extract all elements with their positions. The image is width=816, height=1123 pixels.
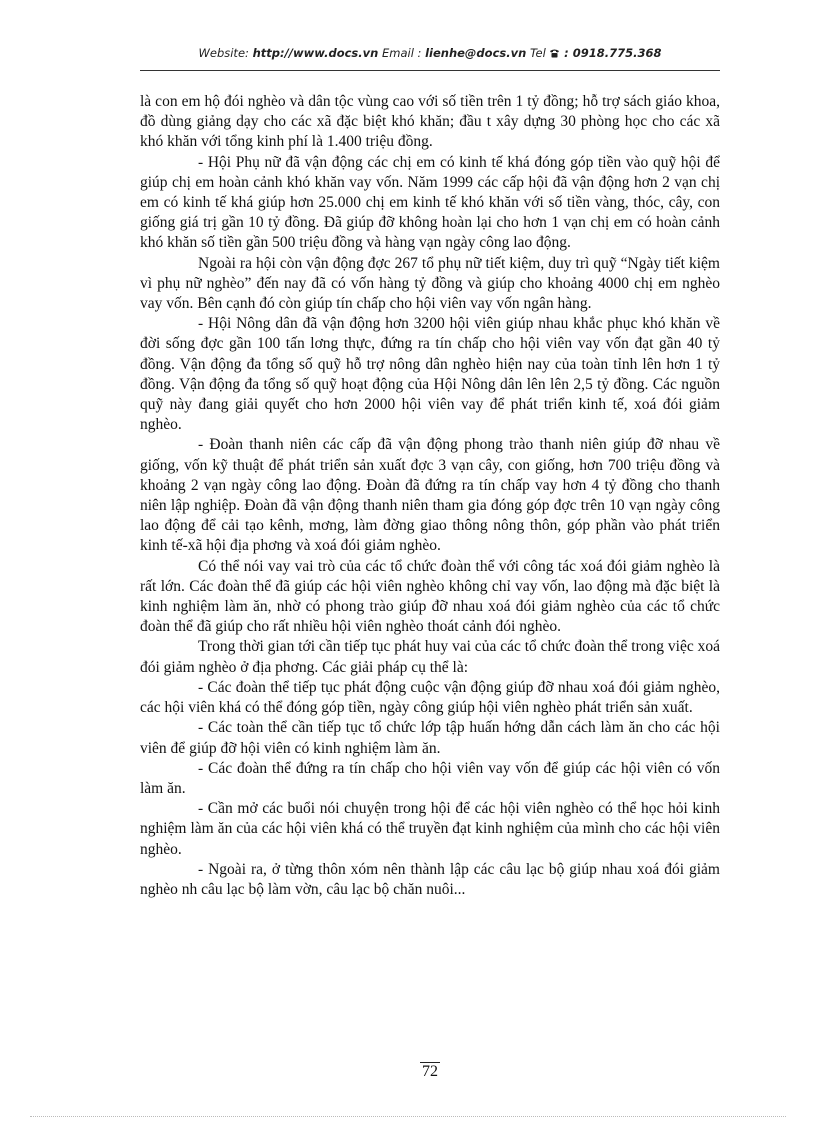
paragraph: Trong thời gian tới cần tiếp tục phát huy vai của các tổ chức đoàn thể trong việc xoá đói giảm nghèo ở địa phơng. Các giải pháp cụ thể là: (140, 638, 720, 676)
paragraph: Ngoài ra hội còn vận động đợc 267 tổ phụ nữ tiết kiệm, duy trì quỹ “Ngày tiết kiệm vì phụ nữ nghèo” đến nay đã có vốn hàng tỷ đồng và giúp cho khoảng 4000 chị em nghèo vay vốn. Bên cạnh đó còn giúp tín chấp cho hội viên vay vốn ngân hàng. (140, 254, 720, 313)
tel-label: Tel (529, 46, 546, 60)
paragraph: - Các toàn thể cần tiếp tục tổ chức lớp tập huấn hớng dẫn cách làm ăn cho các hội viên để giúp đỡ hội viên có kinh nghiệm làm ăn. (140, 719, 720, 757)
email-label: Email : (381, 46, 422, 60)
paragraph: là con em hộ đói nghèo và dân tộc vùng cao với số tiền trên 1 tỷ đồng; hỗ trợ sách giáo khoa, đồ dùng giảng dạy cho các xã đặc biệt khó khăn; đầu t xây dựng 30 phòng học cho các xã khó khăn với tổng kinh phí là 1.400 triệu đồng. (140, 93, 720, 151)
document-body (140, 92, 720, 900)
email-address[interactable]: lienhe@docs.vn (425, 46, 527, 60)
paragraph: - Ngoài ra, ở từng thôn xóm nên thành lập các câu lạc bộ giúp nhau xoá đói giảm nghèo nh câu lạc bộ làm vờn, câu lạc bộ chăn nuôi... (140, 860, 720, 898)
page-number (0, 1063, 816, 1081)
paragraph: - Các đoàn thể đứng ra tín chấp cho hội viên vay vốn để giúp các hội viên có vốn làm ăn. (140, 759, 720, 797)
website-url[interactable]: http://www.docs.vn (252, 46, 379, 60)
footer-divider (30, 1116, 786, 1117)
website-label: Website: (198, 46, 249, 60)
paragraph: - Đoàn thanh niên các cấp đã vận động phong trào thanh niên giúp đỡ nhau về giống, vốn kỹ thuật để phát triển sản xuất đợc 3 vạn cây, con giống, hơn 700 triệu đồng và khoảng 2 vạn ngày công lao động. Đoàn đã đứng ra tín chấp vay hơn 4 tỷ đồng cho thanh niên lập nghiệp. Đoàn đã vận động thanh niên tham gia đóng góp đợc trên 10 vạn ngày công lao động để cải tạo kênh, mơng, làm đờng giao thông nông thôn, góp phần vào phát triển kinh tế-xã hội địa phơng và xoá đói giảm nghèo. (140, 436, 720, 555)
paragraph: - Các đoàn thể tiếp tục phát động cuộc vận động giúp đỡ nhau xoá đói giảm nghèo, các hội viên khá có thể đóng góp tiền, ngày công giúp hội viên nghèo phát triển sản xuất. (140, 678, 720, 717)
phone-icon (549, 46, 560, 60)
page-number-text: 72 (422, 1063, 438, 1080)
paragraph: Có thể nói vay vai trò của các tổ chức đoàn thể với công tác xoá đói giảm nghèo là rất lớn. Các đoàn thể đã giúp các hội viên nghèo không chỉ vay vốn, lao động mà đặc biệt là kinh nghiệm làm ăn, nhờ có phong trào giúp đỡ nhau xoá đói giảm nghèo của các tổ chức đoàn thể đã giúp cho rất nhiều hội viên nghèo thoát cảnh đói nghèo. (140, 557, 720, 636)
page-header (140, 46, 720, 60)
phone-number[interactable]: : 0918.775.368 (564, 46, 662, 60)
header-divider (140, 70, 720, 71)
paragraph: - Cần mở các buổi nói chuyện trong hội để các hội viên nghèo có thể học hỏi kinh nghiệm làm ăn của các hội viên khá có thể truyền đạt kinh nghiệm của mình cho các hội viên nghèo. (140, 800, 720, 858)
paragraph: - Hội Nông dân đã vận động hơn 3200 hội viên giúp nhau khắc phục khó khăn về đời sống đợc gần 100 tấn lơng thực, đứng ra tín chấp cho hội viên vay vốn đạt gần 40 tỷ đồng. Vận động đa tổng số quỹ hỗ trợ nông dân nghèo hiện nay của toàn tỉnh lên hơn 1 tỷ đồng. Vận động đa tổng số quỹ hoạt động của Hội Nông dân lên lên 2,5 tỷ đồng. Các nguồn quỹ này đang giải quyết cho hơn 2000 hội viên vay để phát triển kinh tế, xoá đói giảm nghèo. (140, 315, 720, 434)
paragraph: - Hội Phụ nữ đã vận động các chị em có kinh tế khá đóng góp tiền vào quỹ hội để giúp chị em hoàn cảnh khó khăn vay vốn. Năm 1999 các cấp hội đã vận động hơn 2 vạn chị em có kinh tế khá giúp hơn 25.000 chị em kinh tế khó khăn với số tiền vàng, thóc, cây, con giống giá trị gần 10 tỷ đồng. Đã giúp đỡ không hoàn lại cho hơn 1 vạn chị em có hoàn cảnh khó khăn số tiền gần 500 triệu đồng và hàng vạn ngày công lao động. (140, 153, 720, 252)
